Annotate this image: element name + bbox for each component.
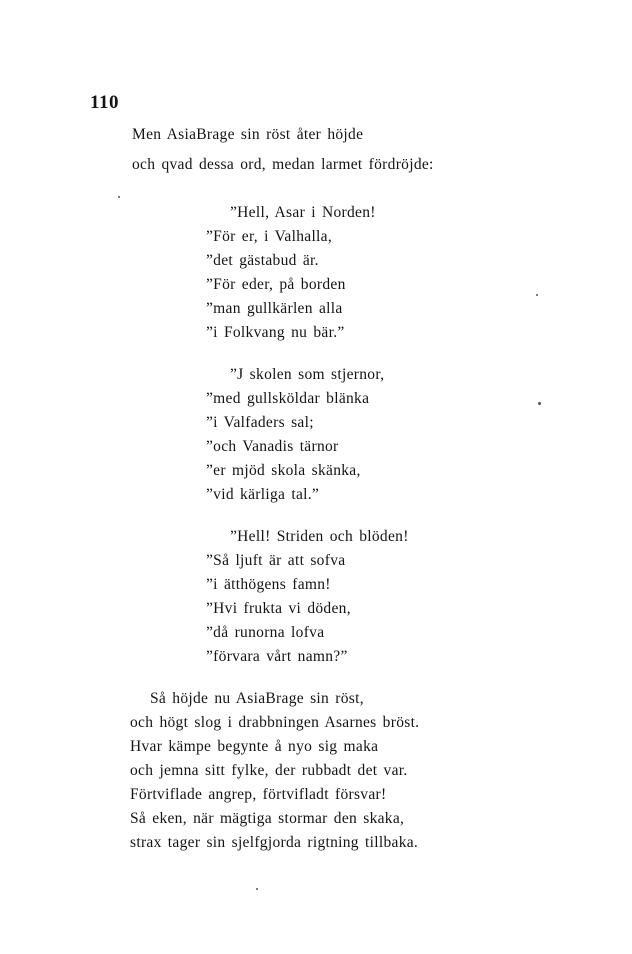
scan-speck [118,196,120,198]
closing-line: strax tager sin sjelfgjorda rigtning tillbaka. [130,834,419,851]
stanza-line: ”För eder, på borden [206,276,346,293]
closing-line: Förtviflade angrep, förtvifladt försvar! [130,786,387,803]
stanza-line: ”man gullkärlen alla [206,300,343,317]
stanza-line: ”i ätthögens famn! [206,576,331,593]
stanza-line: ”vid kärliga tal.” [206,486,320,503]
closing-line: och högt slog i drabbningen Asarnes bröst. [130,714,420,731]
closing-line: Så eken, när mägtiga stormar den skaka, [130,810,405,827]
stanza-line: ”J skolen som stjernor, [230,366,385,383]
closing-line: och jemna sitt fylke, der rubbadt det var. [130,762,408,779]
stanza-line: ”Hell, Asar i Norden! [230,204,376,221]
intro-line: Men AsiaBrage sin röst åter höjde [132,126,364,143]
stanza-line: ”med gullsköldar blänka [206,390,370,407]
stanza-line: ”er mjöd skola skänka, [206,462,361,479]
stanza-line: ”Så ljuft är att sofva [206,552,346,569]
stanza-line: ”och Vanadis tärnor [206,438,339,455]
stanza-line: ”då runorna lofva [206,624,325,641]
scan-speck [538,402,541,405]
stanza-line: ”i Valfaders sal; [206,414,314,431]
closing-line: Så höjde nu AsiaBrage sin röst, [150,690,364,707]
stanza-line: ”förvara vårt namn?” [206,648,348,665]
page-number: 110 [90,92,119,113]
scan-speck [536,294,538,296]
scan-speck [256,888,258,890]
stanza-line: ”Hvi frukta vi döden, [206,600,351,617]
stanza-line: ”För er, i Valhalla, [206,228,333,245]
stanza-line: ”i Folkvang nu bär.” [206,324,345,341]
intro-line: och qvad dessa ord, medan larmet fördröjde: [132,156,434,173]
stanza-line: ”Hell! Striden och blöden! [230,528,409,545]
closing-line: Hvar kämpe begynte å nyo sig maka [130,738,379,755]
stanza-line: ”det gästabud är. [206,252,319,269]
